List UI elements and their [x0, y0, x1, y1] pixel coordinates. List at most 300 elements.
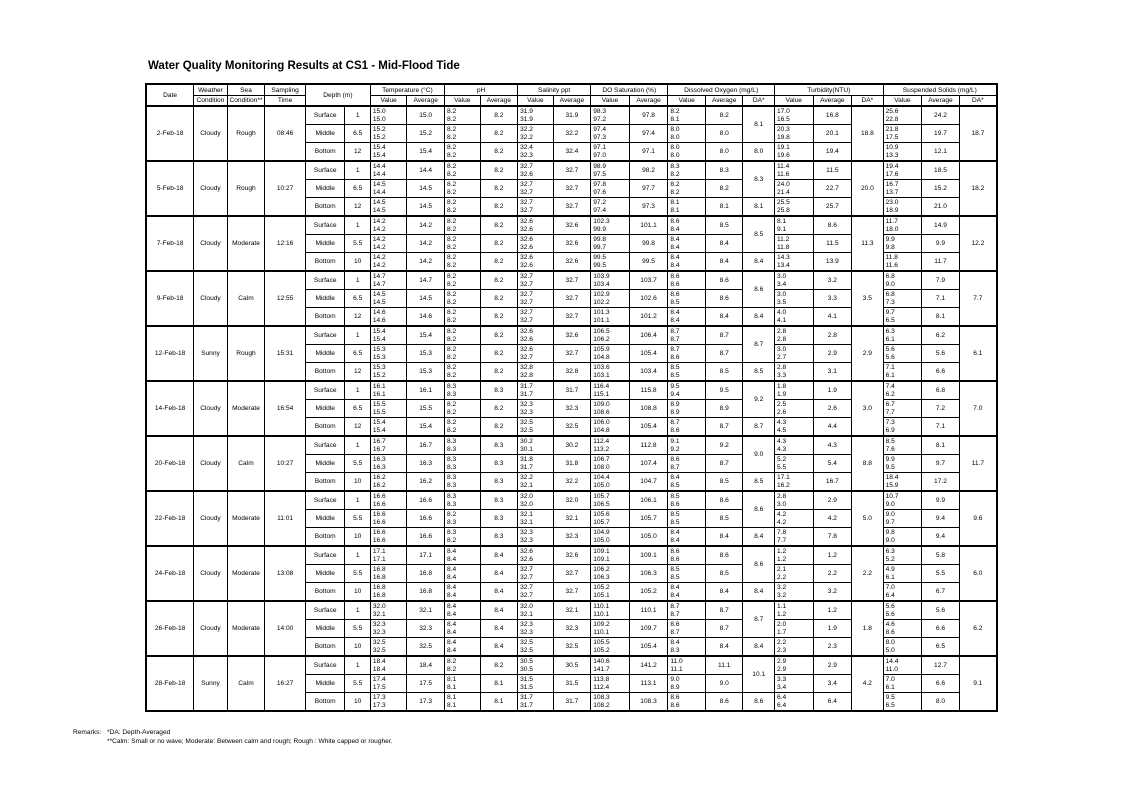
do-saturation-average: 101.1 — [629, 216, 668, 235]
ph-values-reading-1: 8.2 — [446, 162, 457, 170]
header-depth: Depth (m) — [305, 84, 370, 106]
temperature-values-reading-1: 17.3 — [372, 693, 386, 701]
depth-level-cell: Bottom — [305, 528, 345, 547]
ph-values — [444, 161, 480, 180]
suspended-solids-average: 6.6 — [922, 620, 960, 638]
do-saturation-values-reading-1: 106.5 — [593, 327, 610, 335]
header-do-saturation: DO Saturation (%) — [591, 84, 668, 96]
depth-value-cell: 1 — [345, 491, 370, 510]
suspended-solids-values-reading-2: 17.5 — [885, 133, 899, 141]
turbidity-values-reading-2: 5.5 — [776, 463, 787, 471]
suspended-solids-average: 9.9 — [922, 491, 960, 510]
temperature-values-reading-2: 16.6 — [372, 518, 386, 526]
dissolved-oxygen-values-reading-2: 8.4 — [670, 243, 680, 251]
suspended-solids-values-reading-1: 25.6 — [885, 107, 899, 115]
depth-level-cell: Bottom — [305, 638, 345, 657]
subheader-average: Average — [553, 96, 591, 107]
ph-values-reading-2: 8.2 — [446, 151, 457, 159]
dissolved-oxygen-values — [668, 693, 706, 712]
turbidity-average: 7.8 — [813, 528, 852, 547]
suspended-solids-average: 9.4 — [922, 510, 960, 528]
sampling-time-cell: 16:27 — [265, 656, 306, 711]
ph-values-reading-2: 8.2 — [446, 353, 457, 361]
dissolved-oxygen-values — [668, 400, 706, 418]
salinity-values-reading-2: 32.7 — [520, 188, 533, 196]
ph-values-reading-1: 8.4 — [446, 583, 457, 591]
depth-value-cell: 1 — [345, 436, 370, 455]
do-saturation-average: 97.1 — [629, 143, 668, 162]
suspended-solids-average: 9.9 — [922, 235, 960, 253]
dissolved-oxygen-values — [668, 381, 706, 400]
depth-value-cell: 12 — [345, 363, 370, 382]
do-saturation-values-reading-1: 109.2 — [593, 620, 610, 628]
suspended-solids-values-reading-1: 23.0 — [885, 198, 899, 206]
do-saturation-values-reading-1: 105.9 — [593, 345, 610, 353]
ph-values-reading-2: 8.2 — [446, 225, 457, 233]
dissolved-oxygen-values — [668, 601, 706, 620]
turbidity-average: 8.6 — [813, 216, 852, 235]
suspended-solids-values-reading-1: 6.8 — [885, 290, 895, 298]
temperature-values-reading-1: 15.4 — [372, 418, 386, 426]
turbidity-average: 4.3 — [813, 436, 852, 455]
salinity-values-reading-2: 32.5 — [520, 646, 533, 654]
do-saturation-average: 105.7 — [629, 510, 668, 528]
subheader-average: Average — [407, 96, 445, 107]
turbidity-da: 1.8 — [852, 601, 883, 656]
suspended-solids-values — [883, 253, 922, 272]
suspended-solids-average: 24.2 — [922, 106, 960, 125]
turbidity-values-reading-1: 7.8 — [776, 528, 787, 536]
depth-value-cell: 6.5 — [345, 400, 370, 418]
do-saturation-values — [591, 565, 630, 583]
do-saturation-values — [591, 290, 630, 308]
temperature-values-reading-2: 14.4 — [372, 188, 386, 196]
temperature-average: 16.3 — [407, 455, 445, 473]
temperature-average: 16.7 — [407, 436, 445, 455]
salinity-values-reading-2: 32.7 — [520, 591, 533, 599]
header-sampling-2: Time — [265, 96, 306, 107]
temperature-values-reading-2: 14.2 — [372, 243, 386, 251]
salinity-average: 32.7 — [553, 345, 591, 363]
subheader-average: Average — [705, 96, 743, 107]
suspended-solids-values — [883, 271, 922, 290]
temperature-values — [370, 235, 407, 253]
temperature-average: 17.3 — [407, 693, 445, 712]
temperature-values-reading-2: 16.8 — [372, 591, 386, 599]
do-saturation-values — [591, 253, 630, 272]
salinity-values-reading-2: 31.5 — [520, 683, 533, 691]
sampling-time-cell: 16:54 — [265, 381, 306, 436]
salinity-values-reading-1: 32.6 — [520, 327, 533, 335]
suspended-solids-average: 6.7 — [922, 583, 960, 602]
dissolved-oxygen-average: 8.6 — [705, 290, 743, 308]
turbidity-average: 3.4 — [813, 675, 852, 693]
temperature-average: 16.6 — [407, 491, 445, 510]
date-group — [146, 491, 997, 546]
depth-level-cell: Bottom — [305, 363, 345, 382]
suspended-solids-values-reading-2: 6.1 — [885, 573, 895, 581]
dissolved-oxygen-da-bottom: 8.0 — [743, 143, 775, 162]
suspended-solids-values-reading-2: 9.0 — [885, 536, 895, 544]
ph-values-reading-2: 8.4 — [446, 591, 457, 599]
turbidity-values — [774, 565, 813, 583]
ph-average: 8.4 — [480, 583, 518, 602]
header-ph: pH — [444, 84, 517, 96]
salinity-average: 31.9 — [553, 106, 591, 125]
suspended-solids-values-reading-2: 6.2 — [885, 390, 895, 398]
date-group — [146, 546, 997, 601]
turbidity-values-reading-1: 2.5 — [776, 400, 787, 408]
ph-values-reading-2: 8.2 — [446, 665, 457, 673]
do-saturation-values-reading-2: 108.2 — [593, 701, 610, 709]
temperature-values-reading-1: 18.4 — [372, 657, 386, 665]
dissolved-oxygen-values-reading-2: 8.5 — [670, 298, 680, 306]
suspended-solids-da: 6.2 — [959, 601, 997, 656]
turbidity-values-reading-1: 4.0 — [776, 308, 787, 316]
do-saturation-values-reading-2: 110.1 — [593, 610, 610, 618]
sampling-time-cell: 12:16 — [265, 216, 306, 271]
turbidity-values — [774, 180, 813, 198]
dissolved-oxygen-values-reading-1: 9.1 — [670, 437, 680, 445]
suspended-solids-values-reading-2: 11.6 — [885, 261, 898, 269]
salinity-values-reading-2: 31.9 — [520, 115, 533, 123]
salinity-values-reading-1: 32.2 — [520, 125, 533, 133]
do-saturation-values — [591, 546, 630, 565]
turbidity-average: 5.4 — [813, 455, 852, 473]
depth-value-cell: 1 — [345, 601, 370, 620]
suspended-solids-values-reading-2: 18.0 — [885, 225, 899, 233]
suspended-solids-values-reading-1: 8.5 — [885, 437, 895, 445]
temperature-values-reading-2: 14.5 — [372, 206, 386, 214]
suspended-solids-values — [883, 583, 922, 602]
turbidity-values — [774, 693, 813, 712]
temperature-values-reading-1: 14.2 — [372, 235, 386, 243]
do-saturation-values-reading-1: 97.4 — [593, 125, 607, 133]
do-saturation-values-reading-2: 99.7 — [593, 243, 607, 251]
suspended-solids-values-reading-2: 22.8 — [885, 115, 899, 123]
turbidity-average: 2.9 — [813, 491, 852, 510]
temperature-values-reading-2: 14.5 — [372, 298, 386, 306]
ph-values-reading-1: 8.3 — [446, 382, 457, 390]
salinity-values-reading-1: 32.1 — [520, 510, 533, 518]
suspended-solids-average: 21.0 — [922, 198, 960, 217]
salinity-values — [518, 583, 554, 602]
do-saturation-average: 97.7 — [629, 180, 668, 198]
suspended-solids-values-reading-2: 15.9 — [885, 481, 899, 489]
temperature-average: 15.4 — [407, 326, 445, 345]
salinity-average: 32.4 — [553, 143, 591, 162]
ph-values-reading-1: 8.2 — [446, 510, 457, 518]
do-saturation-values-reading-2: 97.4 — [593, 206, 607, 214]
do-saturation-values-reading-2: 97.2 — [593, 115, 607, 123]
dissolved-oxygen-values-reading-2: 8.6 — [670, 500, 680, 508]
temperature-average: 15.3 — [407, 345, 445, 363]
turbidity-values-reading-1: 3.0 — [776, 272, 787, 280]
do-saturation-values-reading-2: 103.1 — [593, 371, 610, 379]
sampling-time-cell: 13:08 — [265, 546, 306, 601]
table-row — [146, 546, 997, 565]
turbidity-average: 1.2 — [813, 601, 852, 620]
salinity-values — [518, 675, 554, 693]
dissolved-oxygen-da-bottom: 8.4 — [743, 253, 775, 272]
do-saturation-values-reading-1: 104.9 — [593, 528, 610, 536]
dissolved-oxygen-average: 8.4 — [705, 253, 743, 272]
temperature-values — [370, 253, 407, 272]
salinity-values-reading-2: 32.5 — [520, 426, 533, 434]
header-sampling: Sampling — [265, 84, 306, 96]
suspended-solids-values-reading-2: 7.7 — [885, 408, 895, 416]
turbidity-values-reading-2: 1.7 — [776, 628, 787, 636]
dissolved-oxygen-values-reading-1: 8.5 — [670, 565, 680, 573]
ph-average: 8.3 — [480, 510, 518, 528]
do-saturation-values-reading-2: 108.0 — [593, 463, 610, 471]
dissolved-oxygen-values — [668, 271, 706, 290]
salinity-average: 32.1 — [553, 510, 591, 528]
ph-values-reading-1: 8.2 — [446, 363, 457, 371]
dissolved-oxygen-da: 8.7 — [743, 326, 775, 363]
do-saturation-values-reading-2: 105.0 — [593, 481, 610, 489]
do-saturation-values — [591, 436, 630, 455]
salinity-values-reading-2: 31.7 — [520, 463, 533, 471]
date-cell: 2-Feb-18 — [146, 106, 194, 161]
suspended-solids-values-reading-2: 6.1 — [885, 335, 895, 343]
sea-cell: Moderate — [227, 546, 265, 601]
ph-values — [444, 473, 480, 492]
sea-cell: Moderate — [227, 381, 265, 436]
turbidity-values-reading-1: 2.9 — [776, 657, 787, 665]
depth-level-cell: Bottom — [305, 253, 345, 272]
ph-values-reading-2: 8.3 — [446, 445, 457, 453]
do-saturation-values-reading-2: 106.2 — [593, 335, 610, 343]
do-saturation-values-reading-1: 99.8 — [593, 235, 607, 243]
do-saturation-values-reading-2: 105.2 — [593, 646, 610, 654]
dissolved-oxygen-values-reading-1: 8.4 — [670, 473, 680, 481]
temperature-values — [370, 308, 407, 327]
subheader-value: Value — [668, 96, 706, 107]
ph-average: 8.4 — [480, 601, 518, 620]
suspended-solids-values-reading-1: 8.0 — [885, 638, 895, 646]
dissolved-oxygen-average: 8.1 — [705, 198, 743, 217]
do-saturation-values — [591, 528, 630, 547]
ph-average: 8.4 — [480, 620, 518, 638]
table-row — [146, 601, 997, 620]
temperature-average: 16.8 — [407, 565, 445, 583]
suspended-solids-average: 19.7 — [922, 125, 960, 143]
dissolved-oxygen-values — [668, 125, 706, 143]
salinity-values-reading-1: 32.3 — [520, 620, 533, 628]
suspended-solids-values — [883, 601, 922, 620]
temperature-values — [370, 216, 407, 235]
sampling-time-cell: 14:00 — [265, 601, 306, 656]
salinity-average: 32.0 — [553, 491, 591, 510]
salinity-average: 31.7 — [553, 381, 591, 400]
ph-values — [444, 656, 480, 675]
do-saturation-values-reading-2: 104.8 — [593, 426, 610, 434]
dissolved-oxygen-values — [668, 565, 706, 583]
temperature-average: 32.5 — [407, 638, 445, 657]
salinity-values-reading-1: 32.7 — [520, 198, 533, 206]
ph-average: 8.3 — [480, 473, 518, 492]
ph-average: 8.2 — [480, 290, 518, 308]
dissolved-oxygen-da: 9.0 — [743, 436, 775, 473]
sea-cell: Rough — [227, 326, 265, 381]
do-saturation-values-reading-1: 97.1 — [593, 143, 607, 151]
remarks — [73, 728, 393, 746]
subheader-da: DA* — [743, 96, 775, 107]
turbidity-values-reading-1: 3.3 — [776, 675, 787, 683]
dissolved-oxygen-values-reading-1: 8.7 — [670, 418, 680, 426]
temperature-values — [370, 565, 407, 583]
turbidity-values-reading-2: 19.6 — [776, 151, 790, 159]
temperature-values-reading-1: 15.5 — [372, 400, 386, 408]
do-saturation-values-reading-1: 97.8 — [593, 180, 607, 188]
ph-values-reading-1: 8.2 — [446, 107, 457, 115]
temperature-values-reading-2: 18.4 — [372, 665, 386, 673]
suspended-solids-values — [883, 235, 922, 253]
ph-values-reading-1: 8.2 — [446, 253, 457, 261]
dissolved-oxygen-values-reading-2: 8.3 — [670, 646, 680, 654]
turbidity-values-reading-2: 16.5 — [776, 115, 790, 123]
turbidity-average: 1.9 — [813, 381, 852, 400]
temperature-values-reading-2: 14.7 — [372, 280, 386, 288]
suspended-solids-da: 9.6 — [959, 491, 997, 546]
ph-values-reading-2: 8.2 — [446, 298, 457, 306]
salinity-values — [518, 125, 554, 143]
suspended-solids-values — [883, 510, 922, 528]
salinity-values-reading-2: 32.3 — [520, 408, 533, 416]
salinity-values-reading-2: 32.1 — [520, 610, 533, 618]
dissolved-oxygen-values-reading-1: 8.6 — [670, 455, 680, 463]
sampling-time-cell: 15:31 — [265, 326, 306, 381]
salinity-values-reading-1: 32.3 — [520, 400, 533, 408]
turbidity-average: 3.3 — [813, 290, 852, 308]
temperature-values-reading-2: 16.6 — [372, 500, 386, 508]
ph-values — [444, 491, 480, 510]
turbidity-values — [774, 363, 813, 382]
temperature-values — [370, 546, 407, 565]
temperature-values-reading-2: 16.1 — [372, 390, 386, 398]
turbidity-da: 4.2 — [852, 656, 883, 711]
do-saturation-average: 97.3 — [629, 198, 668, 217]
salinity-values-reading-2: 32.0 — [520, 500, 533, 508]
do-saturation-average: 106.3 — [629, 565, 668, 583]
ph-values — [444, 106, 480, 125]
dissolved-oxygen-average: 8.7 — [705, 326, 743, 345]
date-cell: 22-Feb-18 — [146, 491, 194, 546]
do-saturation-average: 97.8 — [629, 106, 668, 125]
depth-value-cell: 6.5 — [345, 345, 370, 363]
turbidity-values — [774, 491, 813, 510]
suspended-solids-values-reading-1: 18.4 — [885, 473, 899, 481]
suspended-solids-da: 12.2 — [959, 216, 997, 271]
do-saturation-average: 113.1 — [629, 675, 668, 693]
suspended-solids-values-reading-2: 5.0 — [885, 646, 895, 654]
do-saturation-values — [591, 271, 630, 290]
turbidity-da: 20.0 — [852, 161, 883, 216]
ph-values-reading-2: 8.2 — [446, 261, 457, 269]
dissolved-oxygen-values-reading-2: 8.7 — [670, 610, 680, 618]
temperature-values-reading-1: 16.6 — [372, 492, 386, 500]
dissolved-oxygen-values-reading-2: 8.0 — [670, 133, 680, 141]
date-group — [146, 161, 997, 216]
temperature-values-reading-2: 32.5 — [372, 646, 386, 654]
salinity-average: 32.6 — [553, 253, 591, 272]
dissolved-oxygen-values-reading-2: 8.1 — [670, 206, 680, 214]
salinity-values-reading-1: 32.6 — [520, 345, 533, 353]
suspended-solids-values — [883, 363, 922, 382]
salinity-values-reading-1: 32.5 — [520, 418, 533, 426]
do-saturation-values-reading-2: 115.1 — [593, 390, 610, 398]
subheader-average: Average — [480, 96, 518, 107]
temperature-values-reading-2: 14.4 — [372, 170, 386, 178]
salinity-values — [518, 601, 554, 620]
depth-level-cell: Middle — [305, 180, 345, 198]
suspended-solids-average: 5.5 — [922, 565, 960, 583]
suspended-solids-values-reading-2: 9.0 — [885, 500, 895, 508]
suspended-solids-values — [883, 693, 922, 712]
suspended-solids-values-reading-1: 14.4 — [885, 657, 899, 665]
ph-values-reading-2: 8.4 — [446, 573, 457, 581]
turbidity-values — [774, 161, 813, 180]
turbidity-values — [774, 546, 813, 565]
dissolved-oxygen-values — [668, 656, 706, 675]
salinity-values-reading-1: 31.7 — [520, 693, 533, 701]
do-saturation-average: 108.3 — [629, 693, 668, 712]
ph-values-reading-2: 8.3 — [446, 518, 457, 526]
depth-value-cell: 5.5 — [345, 455, 370, 473]
turbidity-average: 4.1 — [813, 308, 852, 327]
turbidity-values — [774, 656, 813, 675]
turbidity-values-reading-1: 4.3 — [776, 418, 787, 426]
depth-level-cell: Surface — [305, 106, 345, 125]
suspended-solids-values — [883, 198, 922, 217]
date-cell: 24-Feb-18 — [146, 546, 194, 601]
depth-level-cell: Middle — [305, 510, 345, 528]
suspended-solids-values — [883, 546, 922, 565]
do-saturation-values — [591, 381, 630, 400]
date-group — [146, 656, 997, 711]
turbidity-average: 2.9 — [813, 345, 852, 363]
temperature-values-reading-2: 15.5 — [372, 408, 386, 416]
temperature-average: 14.2 — [407, 216, 445, 235]
salinity-values-reading-2: 32.6 — [520, 170, 533, 178]
temperature-values-reading-1: 15.4 — [372, 143, 386, 151]
dissolved-oxygen-average: 8.7 — [705, 620, 743, 638]
dissolved-oxygen-da-bottom: 8.6 — [743, 693, 775, 712]
do-saturation-average: 99.5 — [629, 253, 668, 272]
dissolved-oxygen-average: 8.7 — [705, 601, 743, 620]
suspended-solids-average: 6.6 — [922, 675, 960, 693]
suspended-solids-average: 6.5 — [922, 638, 960, 657]
do-saturation-average: 99.8 — [629, 235, 668, 253]
suspended-solids-values-reading-1: 11.7 — [885, 217, 898, 225]
dissolved-oxygen-average: 8.4 — [705, 308, 743, 327]
do-saturation-values-reading-1: 109.1 — [593, 547, 610, 555]
dissolved-oxygen-values-reading-2: 8.7 — [670, 335, 680, 343]
ph-values-reading-2: 8.2 — [446, 188, 457, 196]
salinity-values-reading-2: 32.6 — [520, 335, 533, 343]
turbidity-average: 2.6 — [813, 400, 852, 418]
subheader-da: DA* — [959, 96, 997, 107]
temperature-values-reading-1: 14.2 — [372, 217, 386, 225]
salinity-values-reading-1: 32.7 — [520, 308, 533, 316]
turbidity-values-reading-2: 16.2 — [776, 481, 790, 489]
salinity-values — [518, 161, 554, 180]
temperature-values — [370, 675, 407, 693]
turbidity-values — [774, 381, 813, 400]
salinity-average: 32.7 — [553, 198, 591, 217]
salinity-values-reading-1: 32.7 — [520, 290, 533, 298]
